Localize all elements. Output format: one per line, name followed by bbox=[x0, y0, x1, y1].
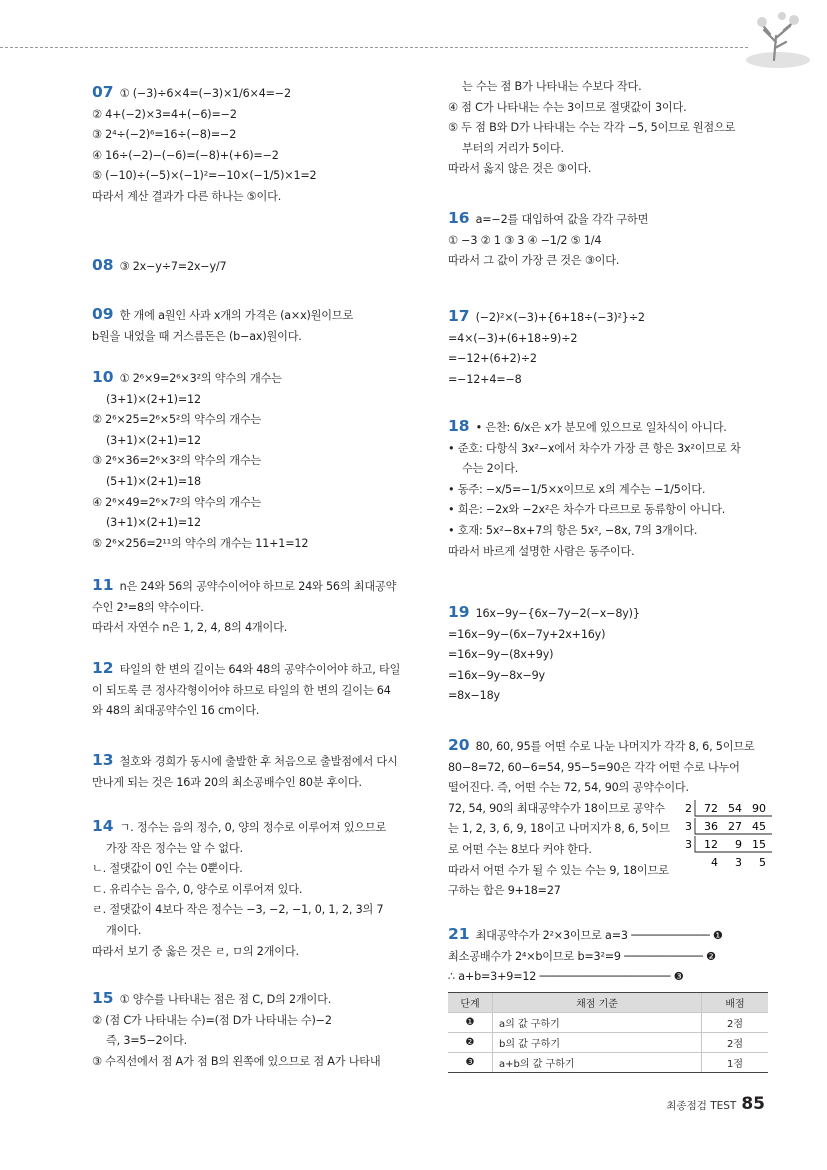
solution-line bbox=[92, 942, 414, 963]
problem-12 bbox=[92, 658, 414, 722]
line-text: ② (점 C가 나타내는 수)=(점 D가 나타내는 수)−2 bbox=[92, 1013, 332, 1027]
problem-number: 21 bbox=[448, 925, 470, 943]
solution-line bbox=[92, 618, 414, 639]
table-header-cell: 단계 bbox=[448, 993, 493, 1013]
solution-line bbox=[448, 542, 768, 563]
solution-line bbox=[448, 924, 768, 947]
problem-13 bbox=[92, 750, 414, 793]
line-text: =4×(−3)+(6+18÷9)÷2 bbox=[448, 331, 578, 345]
solution-line bbox=[92, 304, 414, 327]
line-text: =−12+(6+2)÷2 bbox=[448, 352, 537, 366]
problem-number: 10 bbox=[92, 368, 114, 386]
solution-line bbox=[92, 472, 414, 493]
table-row bbox=[448, 1033, 768, 1053]
line-text: n은 24와 56의 공약수이어야 하므로 24와 56의 최대공약 bbox=[119, 580, 397, 593]
solution-line bbox=[92, 839, 414, 860]
solution-line bbox=[92, 493, 414, 514]
division-cell: 4 bbox=[711, 856, 718, 869]
solution-line bbox=[92, 701, 414, 722]
solution-line bbox=[92, 410, 414, 431]
solution-line bbox=[92, 105, 414, 126]
table-cell: a+b의 값 구하기 bbox=[493, 1053, 702, 1073]
line-text: • 동주: −x/5=−1/5×x이므로 x의 계수는 −1/5이다. bbox=[448, 482, 706, 496]
solution-line bbox=[448, 735, 768, 758]
line-text: 최대공약수가 2²×3이므로 a=3 ──────────── ❶ bbox=[475, 929, 723, 942]
problem-11 bbox=[92, 575, 414, 639]
line-text: ㄹ. 절댓값이 4보다 작은 정수는 −3, −2, −1, 0, 1, 2, 3의 7 bbox=[92, 903, 384, 917]
problem-09 bbox=[92, 304, 414, 347]
problem-number: 13 bbox=[92, 751, 114, 769]
division-cell: 9 bbox=[735, 838, 742, 851]
line-text: 최소공배수가 2⁴×b이므로 b=3²=9 ──────────── ❷ bbox=[448, 949, 716, 963]
line-text: 따라서 옳지 않은 것은 ③이다. bbox=[448, 162, 592, 176]
solution-line bbox=[92, 773, 414, 794]
solution-line bbox=[448, 370, 768, 391]
tree-illustration-icon bbox=[734, 8, 814, 70]
line-text: =8x−18y bbox=[448, 689, 500, 703]
solution-line bbox=[92, 816, 414, 839]
line-text: b원을 내었을 때 거스름돈은 (b−ax)원이다. bbox=[92, 329, 302, 343]
solution-line bbox=[92, 513, 414, 534]
solution-line bbox=[92, 166, 414, 187]
line-text: ㄷ. 유리수는 음수, 0, 양수로 이루어져 있다. bbox=[92, 882, 303, 896]
line-text: 이 되도록 큰 정사각형이어야 하므로 타일의 한 변의 길이는 64 bbox=[92, 683, 391, 697]
table-cell: ❸ bbox=[448, 1053, 493, 1073]
division-cell: 3 bbox=[685, 838, 692, 851]
line-text: ③ 수직선에서 점 A가 점 B의 왼쪽에 있으므로 점 A가 나타내 bbox=[92, 1054, 381, 1068]
problem-21 bbox=[448, 924, 768, 988]
solution-line bbox=[92, 750, 414, 773]
problem-16 bbox=[448, 208, 768, 272]
solution-line bbox=[448, 480, 768, 501]
problem-continued bbox=[448, 77, 768, 180]
page-footer bbox=[666, 1094, 765, 1114]
solution-line bbox=[448, 758, 768, 779]
solution-line bbox=[448, 778, 768, 799]
line-text: ∴ a+b=3+9=12 ──────────────────── ❸ bbox=[448, 970, 684, 984]
line-text: a=−2를 대입하여 값을 각각 구하면 bbox=[475, 213, 649, 226]
solution-line bbox=[92, 327, 414, 348]
solution-line bbox=[448, 666, 768, 687]
line-text: 가장 작은 정수는 알 수 없다. bbox=[106, 841, 243, 855]
division-cell: 12 bbox=[704, 838, 718, 851]
problem-number: 17 bbox=[448, 307, 470, 325]
solution-line bbox=[448, 231, 768, 252]
problem-number: 18 bbox=[448, 417, 470, 435]
problem-number: 09 bbox=[92, 305, 114, 323]
solution-line bbox=[92, 1011, 414, 1032]
line-text: 철호와 경희가 동시에 출발한 후 처음으로 출발점에서 다시 bbox=[119, 755, 398, 768]
table-cell: 2점 bbox=[702, 1013, 769, 1033]
problem-number: 20 bbox=[448, 736, 470, 754]
division-cell: 45 bbox=[752, 820, 766, 833]
division-cell: 2 bbox=[685, 802, 692, 815]
table-header-cell: 배점 bbox=[702, 993, 769, 1013]
problem-number: 08 bbox=[92, 256, 114, 274]
problem-number: 16 bbox=[448, 209, 470, 227]
solution-line bbox=[92, 921, 414, 942]
solution-line bbox=[448, 251, 768, 272]
line-text: 는 수는 점 B가 나타내는 수보다 작다. bbox=[462, 80, 642, 93]
line-text: =−12+4=−8 bbox=[448, 372, 522, 386]
solution-line bbox=[92, 859, 414, 880]
line-text: • 호재: 5x²−8x+7의 항은 5x², −8x, 7의 3개이다. bbox=[448, 523, 698, 537]
solution-line bbox=[448, 521, 768, 542]
solution-line bbox=[448, 416, 768, 439]
solution-line bbox=[92, 390, 414, 411]
solution-line bbox=[92, 681, 414, 702]
line-text: 는 1, 2, 3, 6, 9, 18이고 나머지가 8, 6, 5이므 bbox=[448, 822, 670, 836]
solution-line bbox=[92, 255, 414, 278]
solution-line bbox=[92, 187, 414, 208]
table-cell: ❶ bbox=[448, 1013, 493, 1033]
division-ladder-figure bbox=[684, 798, 774, 882]
division-cell: 72 bbox=[704, 802, 718, 815]
line-text: 와 48의 최대공약수인 16 cm이다. bbox=[92, 704, 260, 718]
line-text: 72, 54, 90의 최대공약수가 18이므로 공약수 bbox=[448, 801, 665, 815]
problem-number: 14 bbox=[92, 817, 114, 835]
line-text: 구하는 합은 9+18=27 bbox=[448, 884, 561, 898]
solution-line bbox=[448, 208, 768, 231]
line-text: 한 개에 a원인 사과 x개의 가격은 (a×x)원이므로 bbox=[119, 309, 354, 322]
line-text: ② 2⁶×25=2⁶×5²의 약수의 개수는 bbox=[92, 413, 262, 427]
line-text: 따라서 자연수 n은 1, 2, 4, 8의 4개이다. bbox=[92, 621, 288, 635]
table-row bbox=[448, 1013, 768, 1033]
page-number: 85 bbox=[741, 1094, 765, 1114]
solution-line bbox=[448, 625, 768, 646]
line-text: (3+1)×(2+1)=12 bbox=[106, 392, 201, 406]
line-text: 수인 2³=8의 약수이다. bbox=[92, 600, 204, 614]
solution-line bbox=[448, 77, 768, 98]
problem-number: 12 bbox=[92, 659, 114, 677]
solution-line bbox=[448, 349, 768, 370]
line-text: ④ 16÷(−2)−(−6)=(−8)+(+6)=−2 bbox=[92, 148, 279, 162]
line-text: 80−8=72, 60−6=54, 95−5=90은 각각 어떤 수로 나누어 bbox=[448, 760, 740, 774]
division-cell: 54 bbox=[728, 802, 742, 815]
solution-line bbox=[448, 139, 768, 160]
line-text: =16x−9y−8x−9y bbox=[448, 668, 545, 682]
line-text: (3+1)×(2+1)=12 bbox=[106, 516, 201, 530]
line-text: • 은찬: 6/x은 x가 분모에 있으므로 일차식이 아니다. bbox=[475, 421, 727, 434]
line-text: 따라서 어떤 수가 될 수 있는 수는 9, 18이므로 bbox=[448, 863, 669, 877]
solution-line bbox=[448, 686, 768, 707]
line-text: 80, 60, 95를 어떤 수로 나눈 나머지가 각각 8, 6, 5이므로 bbox=[475, 740, 755, 753]
table-cell: ❷ bbox=[448, 1033, 493, 1053]
solution-line bbox=[448, 947, 768, 968]
line-text: ① 2⁶×9=2⁶×3²의 약수의 개수는 bbox=[119, 372, 282, 385]
table-cell: b의 값 구하기 bbox=[493, 1033, 702, 1053]
solution-line bbox=[92, 575, 414, 598]
line-text: 따라서 바르게 설명한 사람은 동주이다. bbox=[448, 544, 635, 558]
problem-15 bbox=[92, 988, 414, 1072]
problem-number: 15 bbox=[92, 989, 114, 1007]
solution-line bbox=[92, 880, 414, 901]
line-text: 떨어진다. 즉, 어떤 수는 72, 54, 90의 공약수이다. bbox=[448, 781, 689, 795]
line-text: ⑤ (−10)÷(−5)×(−1)²=−10×(−1/5)×1=2 bbox=[92, 169, 317, 183]
division-cell: 36 bbox=[704, 820, 718, 833]
solution-line bbox=[448, 459, 768, 480]
solution-line bbox=[448, 159, 768, 180]
line-text: 즉, 3=5−2이다. bbox=[106, 1034, 187, 1048]
line-text: (3+1)×(2+1)=12 bbox=[106, 433, 201, 447]
problem-14 bbox=[92, 816, 414, 962]
solution-line bbox=[92, 988, 414, 1011]
solution-line bbox=[448, 967, 768, 988]
solution-line bbox=[448, 881, 768, 902]
line-text: ③ 2x−y÷7=2x−y/7 bbox=[119, 260, 227, 273]
line-text: ⑤ 2⁶×256=2¹¹의 약수의 개수는 11+1=12 bbox=[92, 536, 309, 550]
problem-number: 07 bbox=[92, 83, 114, 101]
problem-08 bbox=[92, 255, 414, 278]
division-cell: 3 bbox=[685, 820, 692, 833]
solution-line bbox=[448, 118, 768, 139]
line-text: 로 어떤 수는 8보다 커야 한다. bbox=[448, 842, 592, 856]
problem-07 bbox=[92, 82, 414, 208]
table-row bbox=[448, 1053, 768, 1073]
solution-line bbox=[92, 534, 414, 555]
division-cell: 3 bbox=[735, 856, 742, 869]
solution-line bbox=[92, 900, 414, 921]
line-text: 따라서 그 값이 가장 큰 것은 ③이다. bbox=[448, 254, 620, 268]
line-text: (5+1)×(2+1)=18 bbox=[106, 474, 201, 488]
division-cell: 15 bbox=[752, 838, 766, 851]
line-text: ③ 2⁶×36=2⁶×3²의 약수의 개수는 bbox=[92, 454, 262, 468]
grading-table bbox=[448, 992, 768, 1073]
problem-number: 11 bbox=[92, 576, 114, 594]
solution-line bbox=[92, 125, 414, 146]
problem-10 bbox=[92, 367, 414, 554]
line-text: ① −3 ② 1 ③ 3 ④ −1/2 ⑤ 1/4 bbox=[448, 233, 602, 247]
solution-line bbox=[448, 329, 768, 350]
table-cell: a의 값 구하기 bbox=[493, 1013, 702, 1033]
line-text: 따라서 보기 중 옳은 것은 ㄹ, ㅁ의 2개이다. bbox=[92, 944, 299, 958]
division-cell: 5 bbox=[759, 856, 766, 869]
solution-line bbox=[92, 598, 414, 619]
problem-number: 19 bbox=[448, 603, 470, 621]
problem-19 bbox=[448, 602, 768, 707]
solution-line bbox=[92, 658, 414, 681]
line-text: 16x−9y−{6x−7y−2(−x−8y)} bbox=[475, 607, 640, 620]
line-text: 개이다. bbox=[106, 923, 142, 937]
solution-line bbox=[92, 82, 414, 105]
line-text: =16x−9y−(6x−7y+2x+16y) bbox=[448, 627, 606, 641]
line-text: ① 양수를 나타내는 점은 점 C, D의 2개이다. bbox=[119, 993, 332, 1006]
table-cell: 1점 bbox=[702, 1053, 769, 1073]
line-text: • 희은: −2x와 −2x²은 차수가 다르므로 동류항이 아니다. bbox=[448, 503, 726, 517]
division-cell: 90 bbox=[752, 802, 766, 815]
line-text: 수는 2이다. bbox=[462, 462, 519, 476]
solution-line bbox=[448, 602, 768, 625]
solution-line bbox=[92, 451, 414, 472]
line-text: 부터의 거리가 5이다. bbox=[462, 141, 564, 155]
solution-line bbox=[92, 1031, 414, 1052]
line-text: ④ 2⁶×49=2⁶×7²의 약수의 개수는 bbox=[92, 495, 262, 509]
solution-line bbox=[92, 367, 414, 390]
table-header-row bbox=[448, 993, 768, 1013]
line-text: 만나게 되는 것은 16과 20의 최소공배수인 80분 후이다. bbox=[92, 775, 362, 789]
line-text: 타일의 한 변의 길이는 64와 48의 공약수이어야 하고, 타일 bbox=[119, 663, 401, 676]
line-text: 따라서 계산 결과가 다른 하나는 ⑤이다. bbox=[92, 189, 282, 203]
line-text: ㄴ. 절댓값이 0인 수는 0뿐이다. bbox=[92, 862, 243, 876]
division-cell: 27 bbox=[728, 820, 742, 833]
solution-line bbox=[92, 146, 414, 167]
line-text: ② 4+(−2)×3=4+(−6)=−2 bbox=[92, 107, 237, 121]
problem-18 bbox=[448, 416, 768, 562]
solution-line bbox=[448, 645, 768, 666]
solution-line bbox=[92, 431, 414, 452]
line-text: =16x−9y−(8x+9y) bbox=[448, 648, 554, 662]
footer-label: 최종점검 TEST bbox=[666, 1100, 737, 1112]
line-text: • 준호: 다항식 3x²−x에서 차수가 가장 큰 항은 3x²이므로 차 bbox=[448, 441, 741, 455]
problem-17 bbox=[448, 306, 768, 390]
table-header-cell: 채점 기준 bbox=[493, 993, 702, 1013]
line-text: ㄱ. 정수는 음의 정수, 0, 양의 정수로 이루어져 있으므로 bbox=[119, 821, 387, 834]
line-text: ① (−3)÷6×4=(−3)×1/6×4=−2 bbox=[119, 87, 291, 100]
line-text: ④ 점 C가 나타내는 수는 3이므로 절댓값이 3이다. bbox=[448, 100, 687, 114]
line-text: (−2)²×(−3)+{6+18÷(−3)²}÷2 bbox=[475, 311, 645, 324]
solution-line bbox=[448, 439, 768, 460]
header-dashed-line bbox=[0, 47, 748, 48]
line-text: ⑤ 두 점 B와 D가 나타내는 수는 각각 −5, 5이므로 원점으로 bbox=[448, 121, 736, 135]
solution-line bbox=[92, 1052, 414, 1073]
line-text: ③ 2⁴÷(−2)⁶=16÷(−8)=−2 bbox=[92, 128, 237, 142]
solution-line bbox=[448, 500, 768, 521]
solution-line bbox=[448, 306, 768, 329]
table-cell: 2점 bbox=[702, 1033, 769, 1053]
solution-line bbox=[448, 98, 768, 119]
